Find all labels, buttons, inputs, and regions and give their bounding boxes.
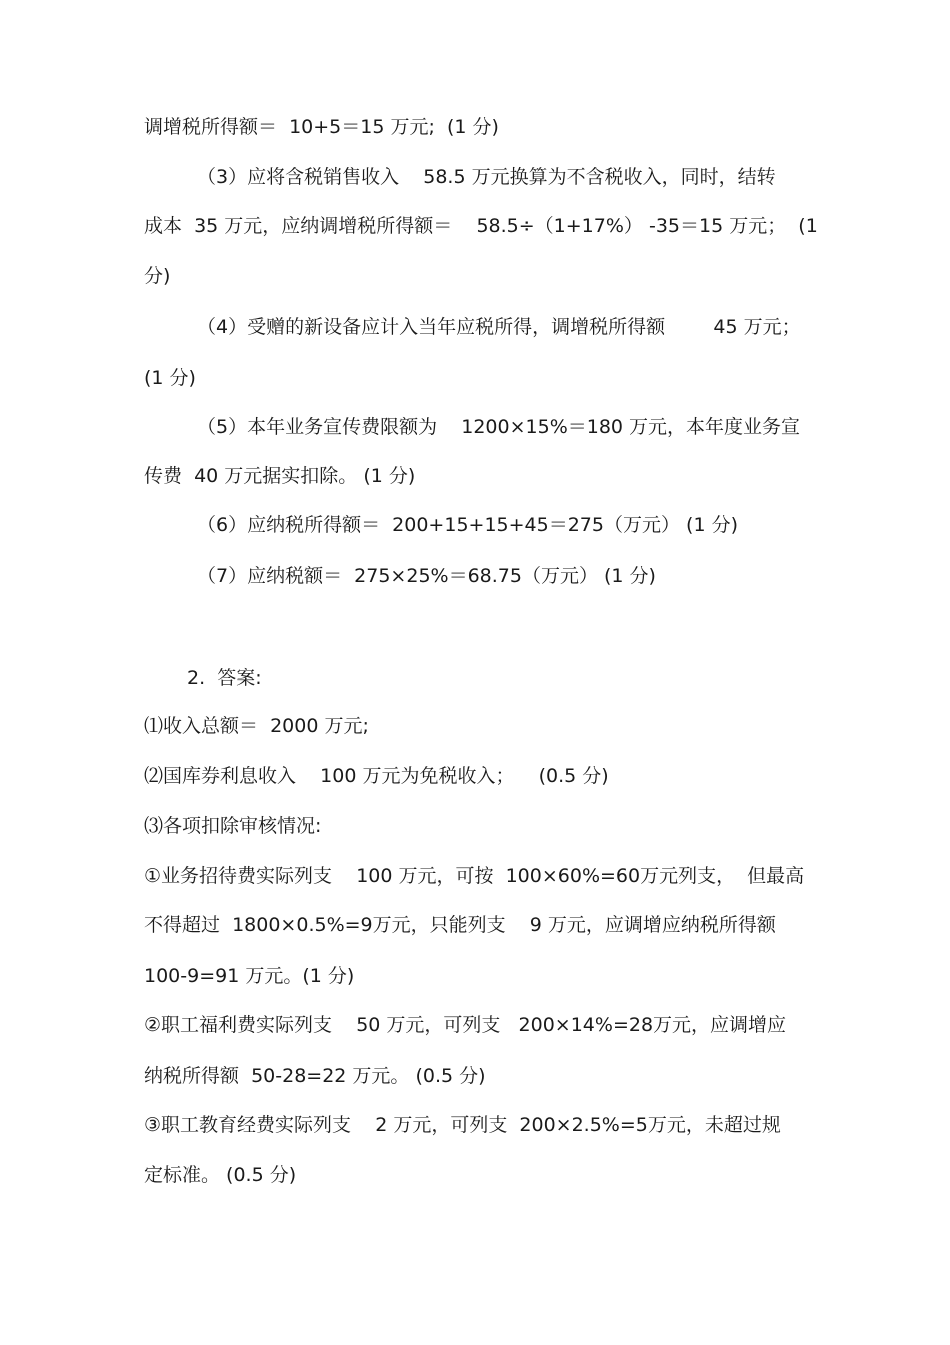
text-line: ⑵国库券利息收入 100 万元为免税收入； (0.5 分) — [144, 765, 609, 787]
text-line: 100-9=91 万元。(1 分) — [144, 965, 355, 987]
text-line: 不得超过 1800×0.5%=9万元，只能列支 9 万元，应调增应纳税所得额 — [144, 914, 776, 936]
text-line: （5）本年业务宣传费限额为 1200×15%＝180 万元，本年度业务宣 — [197, 416, 801, 438]
text-line: 调增税所得额＝ 10+5＝15 万元; (1 分) — [144, 116, 499, 138]
text-line: （4）受赠的新设备应计入当年应税所得，调增税所得额 45 万元； — [197, 316, 801, 338]
text-line: ⑴收入总额＝ 2000 万元; — [144, 715, 369, 737]
text-line: （6）应纳税所得额＝ 200+15+15+45＝275（万元） (1 分) — [197, 514, 738, 536]
text-line: （3）应将含税销售收入 58.5 万元换算为不含税收入，同时，结转 — [197, 166, 776, 188]
section-heading: 2. 答案: — [187, 667, 262, 689]
text-line: （7）应纳税额＝ 275×25%＝68.75（万元） (1 分) — [197, 565, 656, 587]
text-line: 传费 40 万元据实扣除。 (1 分) — [144, 465, 416, 487]
text-line: ②职工福利费实际列支 50 万元，可列支 200×14%=28万元，应调增应 — [144, 1014, 787, 1036]
text-line: ①业务招待费实际列支 100 万元，可按 100×60%=60万元列支， 但最高 — [144, 865, 805, 887]
text-line: (1 分) — [144, 367, 196, 389]
text-line: 分) — [144, 265, 171, 287]
text-line: 定标准。 (0.5 分) — [144, 1164, 297, 1186]
text-line: ③职工教育经费实际列支 2 万元，可列支 200×2.5%=5万元，未超过规 — [144, 1114, 781, 1136]
text-line: 成本 35 万元，应纳调增税所得额＝ 58.5÷（1+17%） -35＝15 万元； (1 — [144, 215, 818, 237]
text-line: ⑶各项扣除审核情况: — [144, 815, 322, 837]
text-line: 纳税所得额 50-28=22 万元。 (0.5 分) — [144, 1065, 486, 1087]
